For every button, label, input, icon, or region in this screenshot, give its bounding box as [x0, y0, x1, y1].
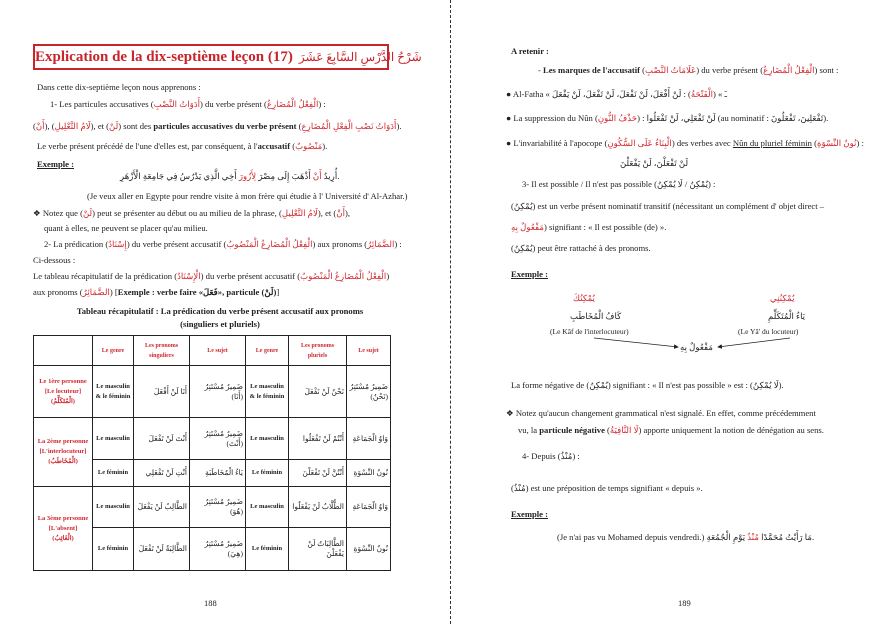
- person-ar: (الْمُتَكَلِّمُ): [51, 397, 75, 405]
- text-segment: أَخِي الَّذِي يَدْرُسُ فِي جَامِعَةِ الْأَزْهَرِ.: [120, 171, 340, 181]
- text-segment: (: [290, 141, 296, 151]
- table-subtitle: (singuliers et pluriels): [180, 319, 260, 329]
- header-cell: Les pronoms pluriels: [289, 336, 347, 366]
- page-number-right: 189: [678, 598, 691, 608]
- pronoun-cell: الطَّالِبُ لَنْ يَفْعَلَ: [134, 487, 190, 528]
- text-segment: يَوْمِ الْجُمُعَةِ.: [706, 532, 815, 542]
- text-segment: (يُمْكِنُ) est un verbe présent nominatif transitif (nécessitant un complément d' objet direct –: [511, 201, 825, 211]
- subject-cell: ضَمِيرٌ مُسْتَتِرٌ (هُوَ): [190, 487, 246, 528]
- text-segment: (: [33, 121, 36, 131]
- gender-cell: Le masculin: [93, 418, 134, 460]
- text-segment: لِأَزُورَ: [238, 171, 257, 181]
- person-label: Le 1ère personne: [39, 377, 87, 385]
- text-segment: ) :: [394, 239, 402, 249]
- text-segment: الْفِعْلُ الْمُضَارِعُ: [763, 65, 815, 75]
- page-number-left: 188: [204, 598, 217, 608]
- gender-cell: Le masculin: [246, 487, 289, 528]
- person-ar: (الْغَائِبُ): [52, 534, 74, 542]
- text-segment: Les marques de l'accusatif: [543, 65, 641, 75]
- text-segment: عَلَامَاتُ النَّصْبِ: [645, 65, 697, 75]
- diagram-left-word: يُمْكِنُكَ: [573, 293, 595, 303]
- subject-cell: ضَمِيرٌ مُسْتَتِرٌ (هِيَ): [190, 528, 246, 571]
- text-segment: accusatif: [257, 141, 291, 151]
- title-french: Explication de la dix-septième leçon (17): [35, 49, 293, 65]
- text-segment: لَنْ: [109, 121, 119, 131]
- text-segment: (Je veux aller en Egypte pour rendre visite à mon frère qui étudie à l' Université d' Al-Azhar.): [87, 191, 408, 201]
- text-segment: لَنْ: [82, 208, 93, 218]
- text-segment: ) des verbes avec: [671, 138, 733, 148]
- diagram-right-name: يَاءُ الْمُتَكَلِّمِ: [768, 311, 806, 321]
- text-segment: Exemple :: [511, 509, 548, 519]
- text-segment: الضَّمَائِرُ: [82, 287, 110, 297]
- person-role: [L'interlocuteur]: [39, 448, 87, 455]
- text-segment: La forme négative de (يُمْكِنُ) signifiant : « Il n'est pas possible » est : (لَا يُمْكِنُ).: [511, 380, 784, 390]
- person-role: [L'absent]: [48, 524, 78, 532]
- text-segment: الْفَتْحَةُ: [690, 89, 714, 99]
- text-segment: أَذْهَبَ إِلَى مِصْرَ: [256, 171, 313, 181]
- person-label: La 2ème personne: [37, 438, 89, 445]
- text-segment: (: [296, 121, 302, 131]
- text-segment: ), et (: [90, 121, 110, 131]
- text-segment: لَا النَّافِيَةُ: [609, 425, 639, 435]
- text-segment: أَنْ: [35, 121, 45, 131]
- pronoun-cell: الطَّالِبَةُ لَنْ تَفْعَلَ: [134, 528, 190, 571]
- text-segment: (: [640, 65, 646, 75]
- person-label: La 3ème personne: [37, 514, 89, 522]
- header-cell: Le genre: [246, 336, 289, 366]
- text-segment: ) sont des: [118, 121, 154, 131]
- header-cell: Les pronoms singuliers: [134, 336, 190, 366]
- text-segment: (: [604, 425, 610, 435]
- text-segment: لَنْ تَفْعَلْنَ، لَنْ يَفْعَلْنَ: [620, 158, 689, 168]
- text-segment: ) aux pronoms (: [312, 239, 368, 249]
- text-segment: ]: [276, 287, 280, 297]
- table-title: Tableau récapitulatif : La prédication du verbe présent accusatif aux pronoms: [76, 306, 364, 316]
- subject-cell: ضَمِيرٌ مُسْتَتِرٌ (أَنَا): [190, 366, 246, 418]
- pronoun-cell: أَنْتُنَّ لَنْ تَفْعَلْنَ: [289, 460, 347, 487]
- text-segment: ) du verbe présent accusatif (: [200, 271, 301, 281]
- text-segment: مُنْذُ: [747, 532, 759, 542]
- text-segment: نُونُ النِّسْوَةِ: [816, 138, 857, 148]
- subject-cell: وَاوُ الْجَمَاعَةِ: [347, 487, 391, 528]
- text-segment: الْبِنَاءُ عَلَى السُّكُونِ: [607, 138, 672, 148]
- text-segment: Le tableau récapitulatif de la prédication (: [33, 271, 178, 281]
- gender-cell: Le masculin: [246, 418, 289, 460]
- text-segment: أَدَوَاتُ نَصْبِ الْفِعْلِ الْمُضَارِعِ: [301, 121, 397, 131]
- text-segment: Dans cette dix-septième leçon nous apprenons :: [37, 82, 201, 92]
- pronoun-cell: نَحْنُ لَنْ نَفْعَلَ: [289, 366, 347, 418]
- text-segment: الْفِعْلُ الْمُضَارِعُ الْمَنْصُوبُ: [226, 239, 313, 249]
- text-segment: Le verbe présent précédé de l'une d'elles est, par conséquent, à l': [37, 141, 258, 151]
- text-segment: ) [: [109, 287, 118, 297]
- text-segment: ❖ Notez que (: [33, 208, 83, 218]
- text-segment: ● L'invariabilité à l'apocope (: [506, 138, 608, 148]
- text-segment: حَذْفُ النُّونِ: [597, 113, 638, 123]
- text-segment: ● Al-Fatha « ـَ » (: [506, 89, 727, 99]
- text-segment: الضَّمَائِرُ: [367, 239, 395, 249]
- text-segment: 3- Il est possible / Il n'est pas possible (يُمْكِنُ / لَا يُمْكِنُ) :: [522, 179, 716, 189]
- text-segment: Exemple :: [37, 159, 74, 169]
- text-segment: ) du verbe présent accusatif (: [126, 239, 227, 249]
- text-segment: مَا رَأَيْتُ مُحَمَّدًا: [758, 532, 813, 542]
- text-segment: ) du verbe présent (: [696, 65, 764, 75]
- gender-cell: Le féminin: [246, 528, 289, 571]
- subject-cell: يَاءُ الْمُخَاطَبَةِ: [190, 460, 246, 487]
- gender-cell: Le féminin: [93, 528, 134, 571]
- text-segment: مَفْعُولٌ بِهِ: [511, 222, 544, 232]
- text-segment: الْفِعْلُ الْمُضَارِعُ: [266, 99, 319, 109]
- header-cell: Le sujet: [347, 336, 391, 366]
- text-segment: ),: [344, 208, 350, 218]
- text-segment: aux pronoms (: [33, 287, 83, 297]
- text-segment: الْإِسْنَادُ: [177, 271, 201, 281]
- pronoun-cell: أَنَا لَنْ أَفْعَلَ: [134, 366, 190, 418]
- text-segment: Nûn du pluriel féminin: [732, 138, 812, 148]
- text-segment: أُرِيدُ: [321, 171, 338, 181]
- subject-cell: ضَمِيرٌ مُسْتَتِرٌ (أَنْتَ): [190, 418, 246, 460]
- diagram-left-label: (Le Kâf de l'interlocuteur): [550, 327, 629, 336]
- arrow-right: [718, 338, 790, 347]
- text-segment: ), et (: [317, 208, 337, 218]
- gender-cell: Le masculin & le féminin: [93, 366, 134, 418]
- text-segment: ) : لَنْ تَفْعَلِي، لَنْ تَفْعَلُوا (au nominatif : تَفْعَلِينَ، تَفْعَلُونَ).: [637, 113, 829, 123]
- subject-cell: نُونُ النِّسْوَةِ: [347, 460, 391, 487]
- text-segment: ): [386, 271, 390, 281]
- text-segment: ) du verbe présent (: [200, 99, 267, 109]
- text-segment: ) :: [856, 138, 864, 148]
- text-segment: (يُمْكِنُ) peut être rattaché à des pronoms.: [511, 243, 651, 253]
- text-segment: vu, la: [518, 425, 540, 435]
- person-role: [Le locuteur]: [44, 387, 82, 395]
- gender-cell: Le masculin: [93, 487, 134, 528]
- text-segment: quant à elles, ne peuvent se placer qu'au milieu.: [44, 223, 208, 233]
- text-segment: ) :: [318, 99, 326, 109]
- text-segment: ) apporte uniquement la notion de dénégation au sens.: [638, 425, 824, 435]
- text-segment: particules accusatives du verbe présent: [153, 121, 297, 131]
- title-arabic: شَرْحُ الدَّرْسِ السَّابِعَ عَشَرَ: [298, 50, 422, 64]
- text-segment: أَنْ: [336, 208, 345, 218]
- text-segment: (: [811, 138, 817, 148]
- text-segment: 2- La prédication (: [44, 239, 109, 249]
- text-segment: ● La suppression du Nûn (: [506, 113, 598, 123]
- text-segment: Ci-dessous :: [33, 255, 76, 265]
- subject-cell: ضَمِيرٌ مُسْتَتِرٌ (نَحْنُ): [347, 366, 391, 418]
- text-segment: (مُنْذُ) est une préposition de temps signifiant « depuis ».: [511, 483, 703, 493]
- text-segment: A retenir :: [511, 46, 549, 56]
- text-segment: -: [538, 65, 544, 75]
- subject-cell: نُونُ النِّسْوَةِ: [347, 528, 391, 571]
- pronoun-cell: الطُّلَّابُ لَنْ يَفْعَلُوا: [289, 487, 347, 528]
- text-segment: لَامُ التَّعْلِيلِ: [54, 121, 91, 131]
- subject-cell: وَاوُ الْجَمَاعَةِ: [347, 418, 391, 460]
- pronoun-cell: أَنْتُمْ لَنْ تَفْعَلُوا: [289, 418, 347, 460]
- text-segment: 1- Les particules accusatives (: [50, 99, 154, 109]
- gender-cell: Le masculin & le féminin: [246, 366, 289, 418]
- text-segment: ), (: [44, 121, 55, 131]
- gender-cell: Le féminin: [93, 460, 134, 487]
- arrow-left: [594, 338, 678, 347]
- pronoun-cell: أَنْتِ لَنْ تَفْعَلِي: [134, 460, 190, 487]
- gender-cell: Le féminin: [246, 460, 289, 487]
- text-segment: أَدَوَاتُ النَّصْبِ: [153, 99, 201, 109]
- person-ar: (الْمُخَاطَبُ): [48, 458, 78, 465]
- text-segment: 4- Depuis (مُنْذُ) :: [522, 451, 580, 461]
- text-segment: Exemple :: [511, 269, 548, 279]
- text-segment: ).: [322, 141, 328, 151]
- text-segment: الْفِعْلُ الْمُضَارِعُ الْمَنْصُوبُ: [300, 271, 387, 281]
- pronoun-cell: الطَّالِبَاتُ لَنْ يَفْعَلْنَ: [289, 528, 347, 571]
- text-segment: لَامُ التَّعْلِيلِ: [281, 208, 318, 218]
- text-segment: Exemple : verbe faire «فَعَلَ», particule (لَنْ): [117, 287, 277, 297]
- diagram-right-word: يُمْكِنُنِي: [770, 293, 795, 303]
- text-segment: إِسْنَادُ: [108, 239, 127, 249]
- text-segment: (Je n'ai pas vu Mohamed depuis vendredi.): [557, 532, 707, 542]
- header-cell: Le genre: [93, 336, 134, 366]
- header-cell: Le sujet: [190, 336, 246, 366]
- text-segment: ) peut se présenter au début ou au milieu de la phrase, (: [92, 208, 282, 218]
- text-segment: مَنْصُوبٌ: [295, 141, 323, 151]
- pronoun-cell: أَنْتَ لَنْ تَفْعَلَ: [134, 418, 190, 460]
- text-segment: ) sont :: [814, 65, 839, 75]
- diagram-left-name: كَافُ الْمُخَاطَبِ: [570, 311, 622, 321]
- text-segment: ) signifiant : « Il est possible (de) ».: [543, 222, 667, 232]
- text-segment: ).: [396, 121, 402, 131]
- diagram-right-label: (Le Yâ' du locuteur): [738, 327, 799, 336]
- diagram-target: مَفْعُولٌ بِهِ: [680, 342, 713, 352]
- text-segment: ❖ Notez qu'aucun changement grammatical n'est signalé. En effet, comme précédemment: [506, 408, 816, 418]
- text-segment: ) : لَنْ أَفْعَلَ، لَنْ نَفْعَلَ، لَنْ تَفْعَلَ، لَنْ يَفْعَلَ: [552, 89, 691, 99]
- text-segment: particule négative: [539, 425, 605, 435]
- text-segment: أَنْ: [312, 171, 322, 181]
